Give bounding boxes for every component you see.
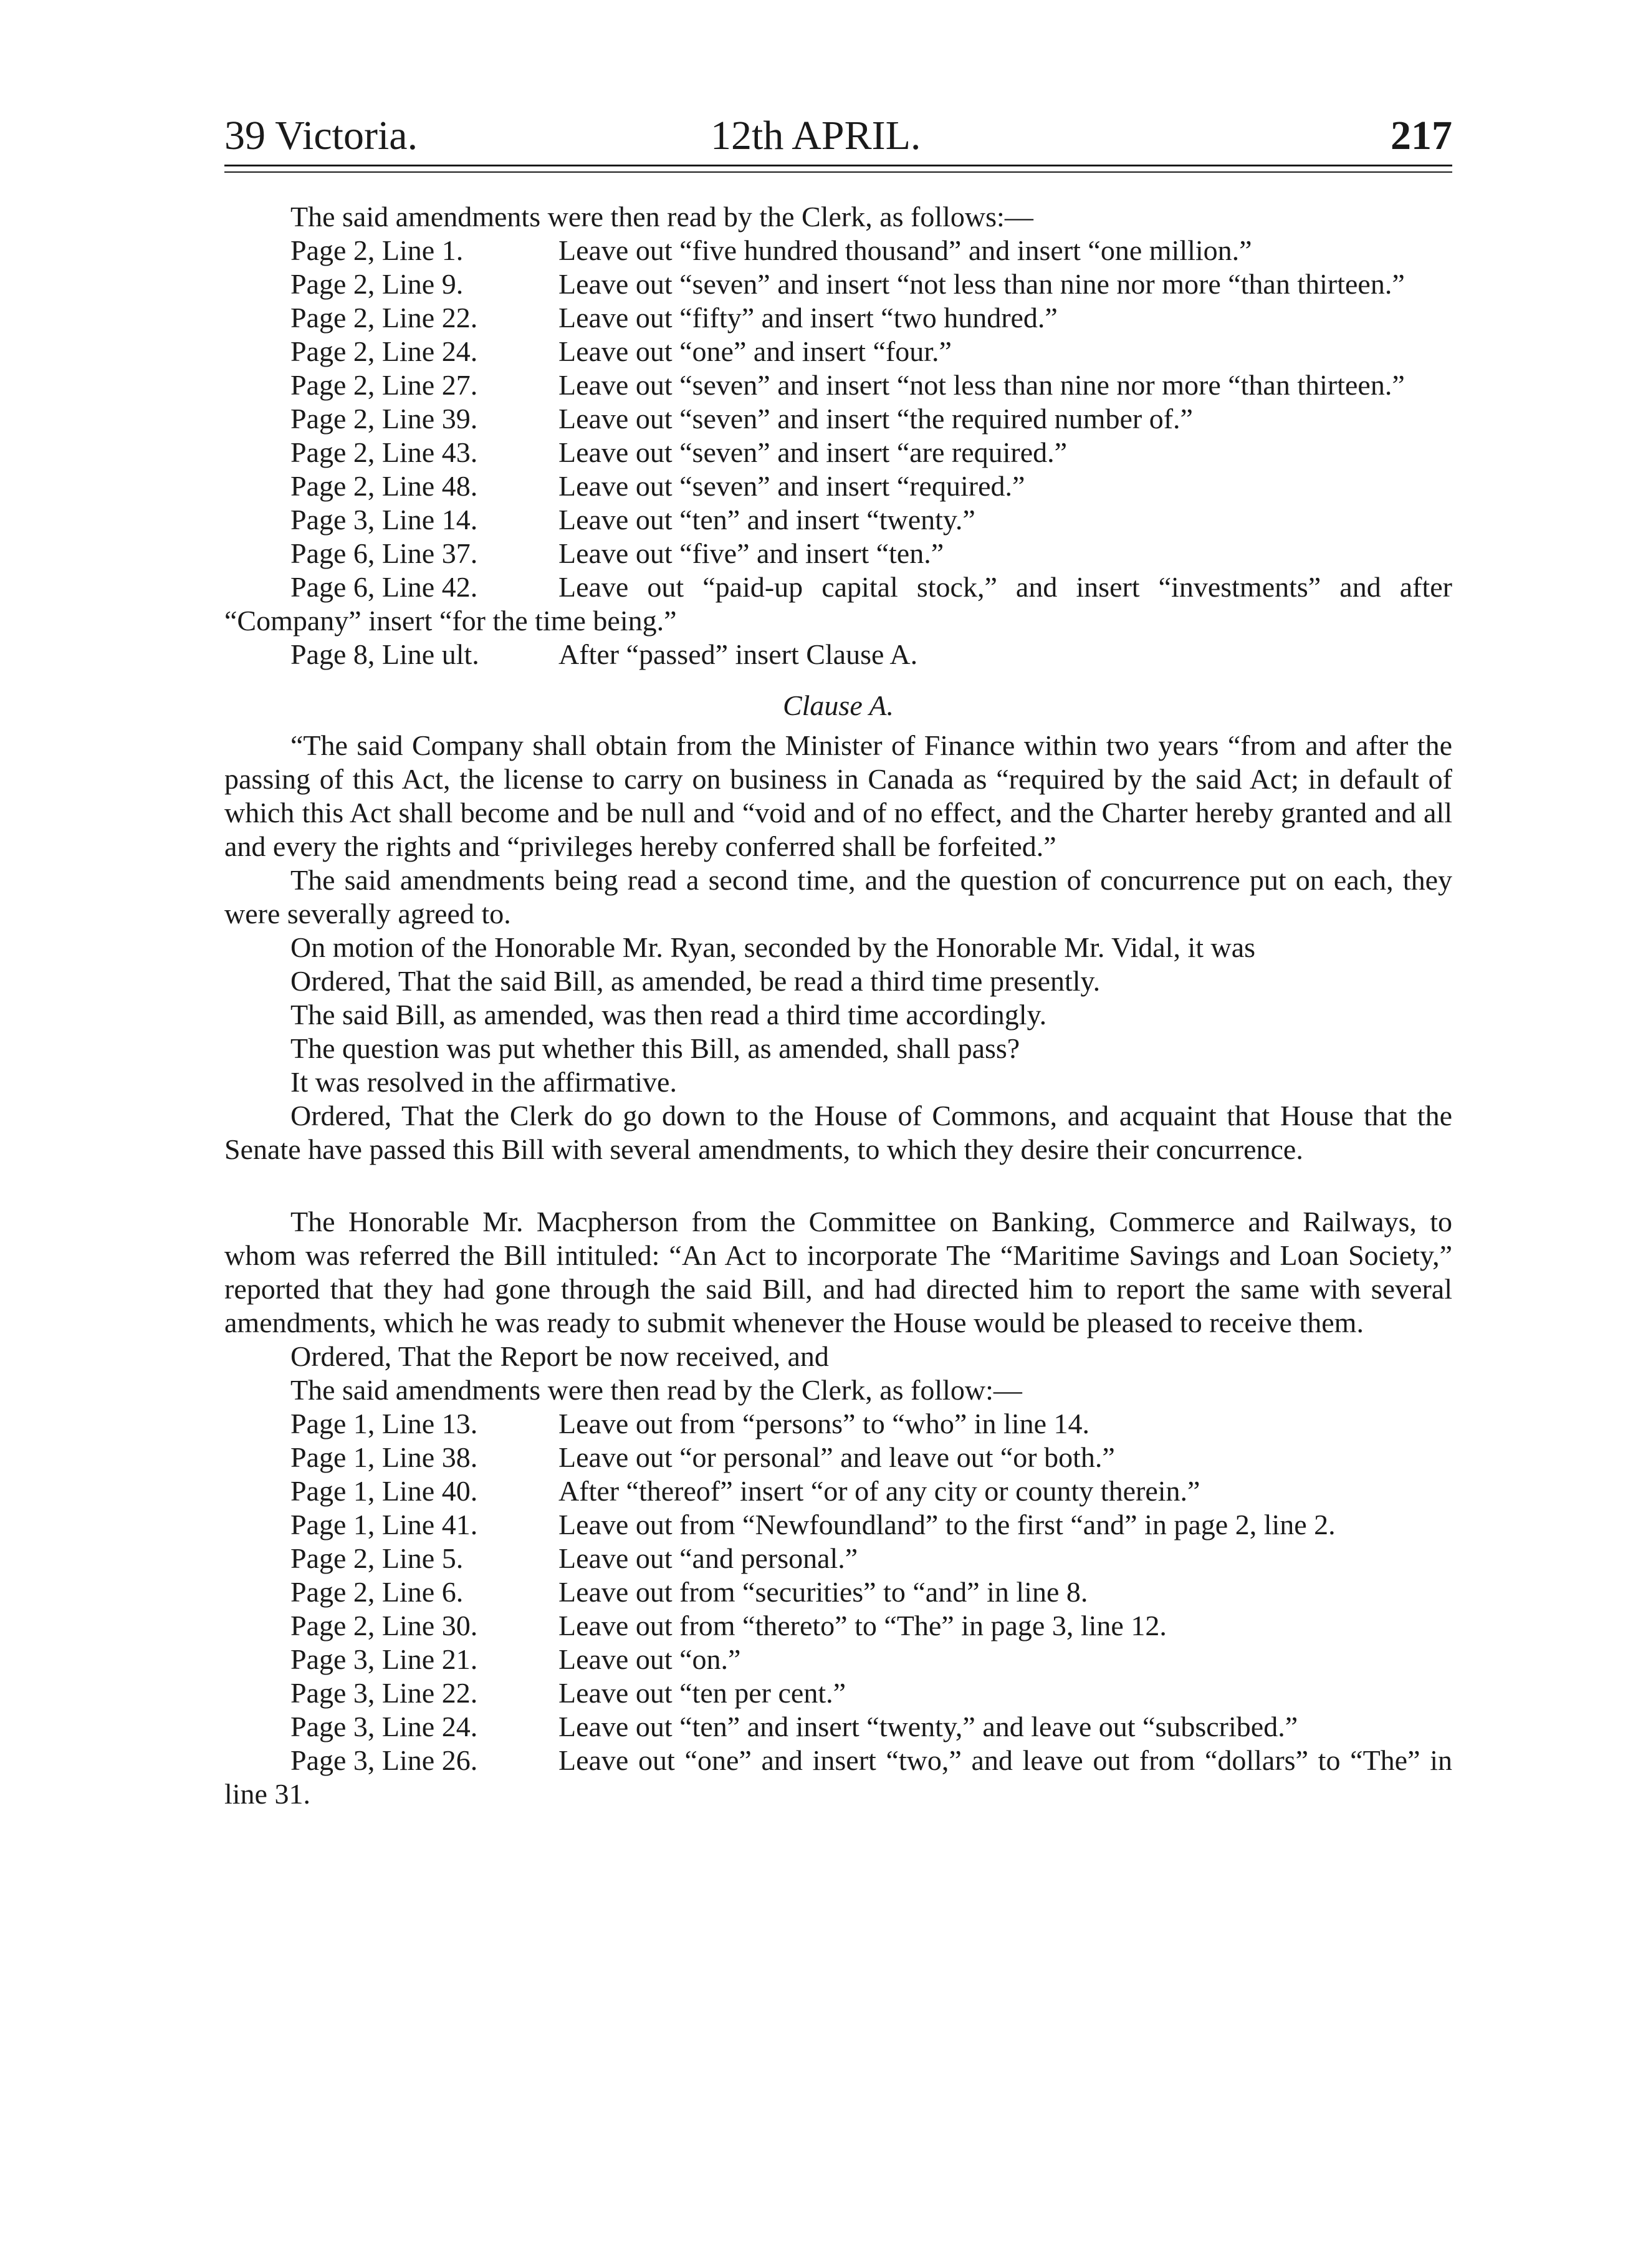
amendment-text: Leave out from “persons” to “who” in line 14. — [558, 1408, 1090, 1439]
amendment-ref: Page 2, Line 24. — [290, 335, 478, 367]
amendment-text: Leave out “paid-up capital stock,” and insert “investments” and after “Company” insert “for the time being.” — [224, 571, 1452, 637]
amendment-item — [224, 368, 1452, 402]
amendment-item — [224, 1407, 1452, 1441]
amendment-text: Leave out “five hundred thousand” and insert “one million.” — [558, 234, 1252, 266]
amendment-item — [224, 1441, 1452, 1474]
amendment-text: After “thereof” insert “or of any city or county therein.” — [558, 1475, 1200, 1507]
amendment-ref: Page 1, Line 38. — [290, 1441, 478, 1473]
amendment-ref: Page 3, Line 24. — [290, 1711, 478, 1742]
amendment-text: After “passed” insert Clause A. — [558, 638, 918, 670]
amendment-ref: Page 2, Line 1. — [290, 234, 464, 266]
amendment-ref: Page 2, Line 9. — [290, 268, 464, 300]
motion-paragraph: On motion of the Honorable Mr. Ryan, seconded by the Honorable Mr. Vidal, it was — [290, 931, 1256, 963]
amendment-item — [224, 1609, 1452, 1643]
amendment-item — [224, 335, 1452, 368]
amendment-ref: Page 2, Line 43. — [290, 436, 478, 468]
third-reading-paragraph: The said Bill, as amended, was then read a third time accordingly. — [290, 999, 1047, 1031]
amendment-item — [224, 1575, 1452, 1609]
amendment-ref: Page 2, Line 6. — [290, 1576, 464, 1608]
amendment-item — [224, 1744, 1452, 1811]
amendment-item — [224, 234, 1452, 267]
amendment-item — [224, 638, 1452, 671]
resolution-paragraph: It was resolved in the affirmative. — [290, 1066, 677, 1098]
header-rule — [224, 165, 1452, 173]
running-header — [224, 94, 1452, 162]
amendment-ref: Page 8, Line ult. — [290, 638, 479, 670]
section-maritime-savings-bill — [224, 1205, 1452, 1811]
amendment-item — [224, 402, 1452, 436]
amendment-text: Leave out “or personal” and leave out “or both.” — [558, 1441, 1115, 1473]
amendment-ref: Page 1, Line 40. — [290, 1475, 478, 1507]
amendment-ref: Page 6, Line 42. — [290, 571, 478, 603]
amendment-text: Leave out “ten” and insert “twenty.” — [558, 504, 975, 536]
journal-page — [224, 94, 1452, 1811]
amendment-ref: Page 3, Line 22. — [290, 1677, 478, 1709]
amendment-ref: Page 6, Line 37. — [290, 537, 478, 569]
amendment-text: Leave out from “securities” to “and” in line 8. — [558, 1576, 1088, 1608]
amendment-text: Leave out “one” and insert “two,” and leave out from “dollars” to “The” in line 31. — [224, 1744, 1452, 1810]
amendment-item — [224, 301, 1452, 335]
amendment-item — [224, 469, 1452, 503]
amendment-item — [224, 1542, 1452, 1575]
ordered-clerk-paragraph: Ordered, That the Clerk do go down to the House of Commons, and acquaint that House that the Senate have passed this Bill with several amendments, to which they desire their concurrence. — [224, 1100, 1452, 1165]
amendment-ref: Page 1, Line 41. — [290, 1509, 478, 1540]
amendment-ref: Page 2, Line 48. — [290, 470, 478, 502]
amendment-text: Leave out “and personal.” — [558, 1542, 858, 1574]
amendment-ref: Page 3, Line 21. — [290, 1643, 478, 1675]
amendment-text: Leave out “fifty” and insert “two hundred.” — [558, 302, 1058, 334]
amendment-text: Leave out “seven” and insert “not less than nine nor more “than thirteen.” — [558, 268, 1405, 300]
section-amendments-first-bill — [224, 200, 1452, 1166]
amendment-item — [224, 1643, 1452, 1676]
header-regnal-year: 39 Victoria. — [224, 113, 418, 158]
clause-text: “The said Company shall obtain from the Minister of Finance within two years “from and after the passing of this Act, the license to carry on business in Canada as “required by the said Act; in default of which this Act shall become and be null and “void and of no effect, and the Charter hereby granted and all and every the rights and “privileges hereby conferred shall be forfeited.” — [224, 729, 1452, 862]
amendment-ref: Page 2, Line 30. — [290, 1610, 478, 1641]
amendment-ref: Page 2, Line 5. — [290, 1542, 464, 1574]
amendment-item — [224, 436, 1452, 469]
amendments-intro: The said amendments were then read by the Clerk, as follows:— — [290, 201, 1033, 233]
amendment-item — [224, 537, 1452, 570]
ordered-third-reading: Ordered, That the said Bill, as amended, be read a third time presently. — [290, 965, 1101, 997]
question-paragraph: The question was put whether this Bill, as amended, shall pass? — [290, 1032, 1020, 1064]
committee-report-paragraph: The Honorable Mr. Macpherson from the Committee on Banking, Commerce and Railways, to whom was referred the Bill intituled: “An Act to incorporate The “Maritime Savings and Loan Society,” reported that they had gone through the said Bill, and had directed him to report the same with several amendments, which he was ready to submit whenever the House would be pleased to receive them. — [224, 1206, 1452, 1338]
amendment-item — [224, 503, 1452, 537]
concurrence-paragraph: The said amendments being read a second time, and the question of concurrence put on each, they were severally agreed to. — [224, 864, 1452, 930]
amendments-intro: The said amendments were then read by the Clerk, as follow:— — [290, 1374, 1022, 1406]
amendment-item — [224, 1710, 1452, 1744]
amendment-item — [224, 570, 1452, 638]
amendment-text: Leave out “ten per cent.” — [558, 1677, 846, 1709]
amendment-item — [224, 1676, 1452, 1710]
ordered-report-paragraph: Ordered, That the Report be now received, and — [290, 1340, 829, 1372]
amendment-ref: Page 1, Line 13. — [290, 1408, 478, 1439]
amendment-ref: Page 2, Line 39. — [290, 403, 478, 435]
amendment-item — [224, 1474, 1452, 1508]
amendment-ref: Page 3, Line 26. — [290, 1744, 478, 1776]
amendment-text: Leave out “one” and insert “four.” — [558, 335, 952, 367]
amendment-ref: Page 2, Line 22. — [290, 302, 478, 334]
amendment-text: Leave out “five” and insert “ten.” — [558, 537, 944, 569]
amendment-item — [224, 267, 1452, 301]
header-date: 12th APRIL. — [711, 113, 921, 158]
amendment-text: Leave out “ten” and insert “twenty,” and leave out “subscribed.” — [558, 1711, 1298, 1742]
amendment-ref: Page 3, Line 14. — [290, 504, 478, 536]
amendment-text: Leave out “seven” and insert “required.” — [558, 470, 1025, 502]
amendment-ref: Page 2, Line 27. — [290, 369, 478, 401]
amendment-text: Leave out “seven” and insert “the required number of.” — [558, 403, 1193, 435]
amendment-text: Leave out “on.” — [558, 1643, 741, 1675]
amendment-text: Leave out from “thereto” to “The” in page 3, line 12. — [558, 1610, 1167, 1641]
amendment-text: Leave out from “Newfoundland” to the first “and” in page 2, line 2. — [558, 1509, 1336, 1540]
amendment-item — [224, 1508, 1452, 1542]
amendment-text: Leave out “seven” and insert “are required.” — [558, 436, 1068, 468]
clause-heading: Clause A. — [782, 690, 894, 721]
page-number: 217 — [1391, 113, 1452, 158]
amendment-text: Leave out “seven” and insert “not less than nine nor more “than thirteen.” — [558, 369, 1405, 401]
